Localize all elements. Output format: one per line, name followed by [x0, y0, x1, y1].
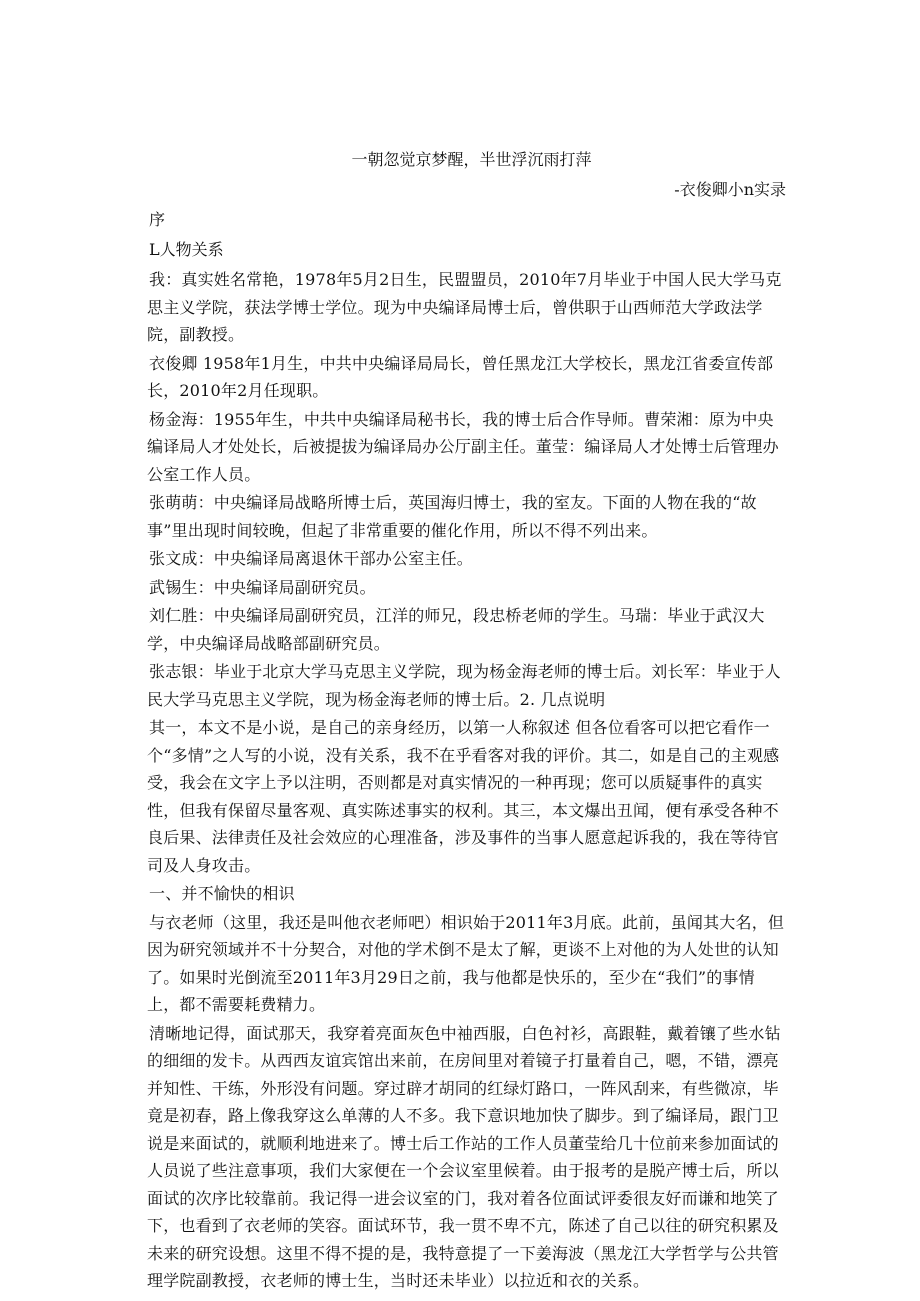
- paragraph-wu-xisheng: 武锡生：中央编译局副研究员。: [149, 577, 376, 597]
- preface-heading: 序: [149, 210, 166, 229]
- document-body: [147, 266, 786, 1295]
- paragraph-zhang-wencheng: 张文成：中央编译局离退休干部办公室主任。: [149, 549, 474, 568]
- paragraph-yang-jinhai: 杨金海：1955年生，中共中央编译局秘书长，我的博士后合作导师。曹荣湘：原为中央编译局人才处处长，后被提拔为编译局办公厅副主任。董莹：编译局人才处博士后管理办公室工作人员。: [147, 409, 779, 484]
- section-heading-characters: L人物关系: [149, 240, 224, 259]
- paragraph-self: 我：真实姓名常艳，1978年5月2日生，民盟盟员，2010年7月毕业于中国人民大学马克思主义学院，获法学博士学位。现为中央编译局博士后，曾供职于山西师范大学政法学院，副教授。: [147, 270, 782, 344]
- paragraph-liu-rensheng: 刘仁胜：中央编译局副研究员，江洋的师兄，段忠桥老师的学生。马瑞：毕业于武汉大学，中央编译局战略部副研究员。: [147, 606, 765, 653]
- paragraph-acquaintance: 与衣老师（这里，我还是叫他衣老师吧）相识始于2011年3月底。此前，虽闻其大名，但因为研究领域并不十分契合，对他的学术倒不是太了解，更谈不上对他的为人处世的认知了。如果时光倒流至2011年3月29日之前，我与他都是快乐的，至少在“我们”的事情上，都不需要耗费精力。: [147, 912, 785, 1014]
- document-title: 一朝忽觉京梦醒，半世浮沉雨打萍: [351, 150, 592, 169]
- paragraph-zhang-zhiyin: 张志银：毕业于北京大学马克思主义学院，现为杨金海老师的博士后。刘长军：毕业于人民大学马克思主义学院，现为杨金海老师的博士后。2. 几点说明: [147, 662, 781, 709]
- paragraph-notes: 其一，本文不是小说，是自己的亲身经历，以第一人称叙述 但各位看客可以把它看作一个“多情”之人写的小说，没有关系，我不在乎看客对我的评价。其二，如是自己的主观感受，我会在文字上予以注明，否则都是对真实情况的一种再现；您可以质疑事件的真实性，但我有保留尽量客观、真实陈述事实的权利。其三，本文爆出丑闻，便有承受各种不良后果、法律责任及社会效应的心理准备，涉及事件的当事人愿意起诉我的，我在等待官司及人身攻击。: [147, 718, 780, 875]
- author-line: -衣俊卿小n实录: [674, 180, 786, 199]
- paragraph-zhang-mengmeng: 张萌萌：中央编译局战略所博士后，英国海归博士，我的室友。下面的人物在我的“故事”里出现时间较晚，但起了非常重要的催化作用，所以不得不列出来。: [147, 493, 757, 540]
- paragraph-yi-junqing: 衣俊卿 1958年1月生，中共中央编译局局长，曾任黑龙江大学校长，黑龙江省委宣传部长，2010年2月任现职。: [147, 353, 774, 400]
- section-heading-acquaintance: 一、并不愉快的相识: [149, 884, 295, 903]
- paragraph-interview: 清晰地记得，面试那天，我穿着亮面灰色中袖西服，白色衬衫，高跟鞋，戴着镶了些水钻的细细的发卡。从西西友谊宾馆出来前，在房间里对着镜子打量着自己，嗯，不错，漂亮并知性、干练，外形没有问题。穿过辟才胡同的红绿灯路口，一阵风刮来，有些微凉，毕竟是初春，路上像我穿这么单薄的人不多。我下意识地加快了脚步。到了编译局，跟门卫说是来面试的，就顺利地进来了。博士后工作站的工作人员董莹给几十位前来参加面试的人员说了些注意事项，我们大家便在一个会议室里候着。由于报考的是脱产博士后，所以面试的次序比较靠前。我记得一进会议室的门，我对着各位面试评委很友好而谦和地笑了下，也看到了衣老师的笑容。面试环节，我一贯不卑不亢，陈述了自己以往的研究积累及未来的研究设想。这里不得不提的是，我特意提了一下姜海波（黑龙江大学哲学与公共管理学院副教授，衣老师的博士生，当时还未毕业）以拉近和衣的关系。: [147, 1023, 781, 1290]
